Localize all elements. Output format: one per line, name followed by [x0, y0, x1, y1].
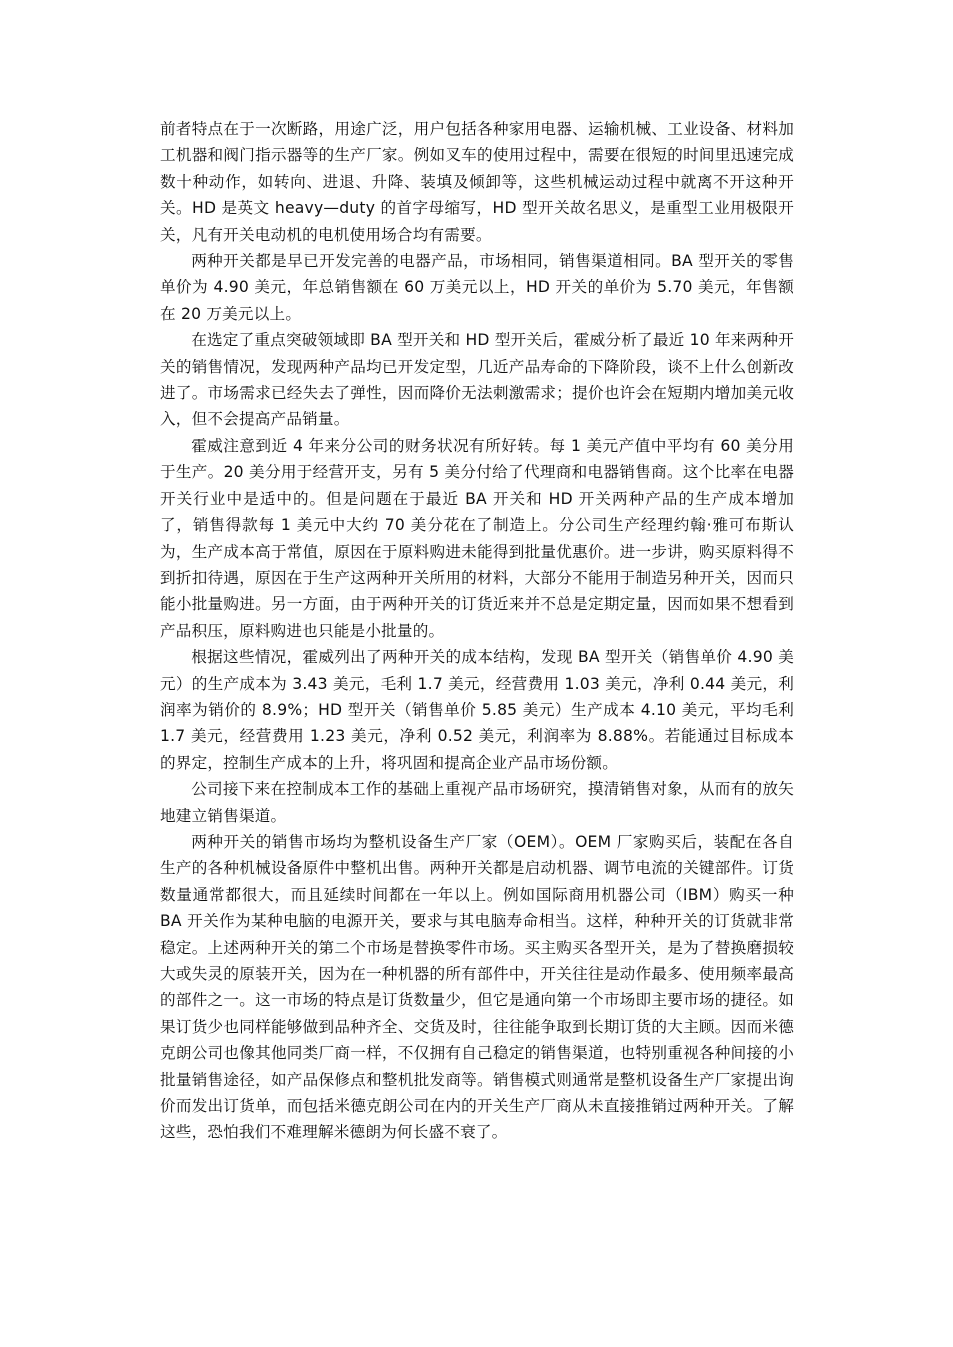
paragraph-3: 在选定了重点突破领域即 BA 型开关和 HD 型开关后，霍威分析了最近 10 年来两种开关的销售情况，发现两种产品均已开发定型，几近产品寿命的下降阶段，谈不上什么创新改进了。市场需求已经失去了弹性，因而降价无法刺激需求；提价也许会在短期内增加美元收入，但不会提高产品销量。	[160, 331, 794, 429]
paragraph-4: 霍威注意到近 4 年来分公司的财务状况有所好转。每 1 美元产值中平均有 60 美分用于生产。20 美分用于经营开支，另有 5 美分付给了代理商和电器销售商。这个比率在电器开关行业中是适中的。但是问题在于最近 BA 开关和 HD 开关两种产品的生产成本增加了，销售得款每 1 美元中大约 70 美分花在了制造上。分公司生产经理约翰·雅可布斯认为，生产成本高于常值，原因在于原料购进未能得到批量优惠价。进一步讲，购买原料得不到折扣待遇，原因在于生产这两种开关所用的材料，大部分不能用于制造另种开关，因而只能小批量购进。另一方面，由于两种开关的订货近来并不总是定期定量，因而如果不想看到产品积压，原料购进也只能是小批量的。	[160, 436, 794, 640]
paragraph-7: 两种开关的销售市场均为整机设备生产厂家（OEM）。OEM 厂家购买后，装配在各自生产的各种机械设备原件中整机出售。两种开关都是启动机器、调节电流的关键部件。订货数量通常都很大，而且延续时间都在一年以上。例如国际商用机器公司（IBM）购买一种 BA 开关作为某种电脑的电源开关，要求与其电脑寿命相当。这样，种种开关的订货就非常稳定。上述两种开关的第二个市场是替换零件市场。买主购买各型开关，是为了替换磨损较大或失灵的原装开关，因为在一种机器的所有部件中，开关往往是动作最多、使用频率最高的部件之一。这一市场的特点是订货数量少，但它是通向第一个市场即主要市场的捷径。如果订货少也同样能够做到品种齐全、交货及时，往往能争取到长期订货的大主顾。因而米德克朗公司也像其他同类厂商一样，不仅拥有自己稳定的销售渠道，也特别重视各种间接的小批量销售途径，如产品保修点和整机批发商等。销售模式则通常是整机设备生产厂家提出询价而发出订货单，而包括米德克朗公司在内的开关生产厂商从未直接推销过两种开关。了解这些，恐怕我们不难理解米德朗为何长盛不衰了。	[160, 832, 794, 1142]
document-body	[160, 116, 794, 1146]
paragraph-6: 公司接下来在控制成本工作的基础上重视产品市场研究，摸清销售对象，从而有的放矢地建立销售渠道。	[160, 780, 794, 825]
paragraph-5: 根据这些情况，霍威列出了两种开关的成本结构，发现 BA 型开关（销售单价 4.90 美元）的生产成本为 3.43 美元，毛利 1.7 美元，经营费用 1.03 美元，净利 0.44 美元，利润率为销价的 8.9%；HD 型开关（销售单价 5.85 美元）生产成本 4.10 美元，平均毛利 1.7 美元，经营费用 1.23 美元，净利 0.52 美元，利润率为 8.88%。若能通过目标成本的界定，控制生产成本的上升，将巩固和提高企业产品市场份额。	[160, 648, 794, 772]
paragraph-1: 前者特点在于一次断路，用途广泛，用户包括各种家用电器、运输机械、工业设备、材料加工机器和阀门指示器等的生产厂家。例如叉车的使用过程中，需要在很短的时间里迅速完成数十种动作，如转向、进退、升降、装填及倾卸等，这些机械运动过程中就离不开这种开关。HD 是英文 heavy—duty 的首字母缩写，HD 型开关故名思义，是重型工业用极限开关，凡有开关电动机的电机使用场合均有需要。	[160, 120, 794, 244]
paragraph-2: 两种开关都是早已开发完善的电器产品，市场相同，销售渠道相同。BA 型开关的零售单价为 4.90 美元，年总销售额在 60 万美元以上，HD 开关的单价为 5.70 美元，年售额在 20 万美元以上。	[160, 252, 794, 323]
